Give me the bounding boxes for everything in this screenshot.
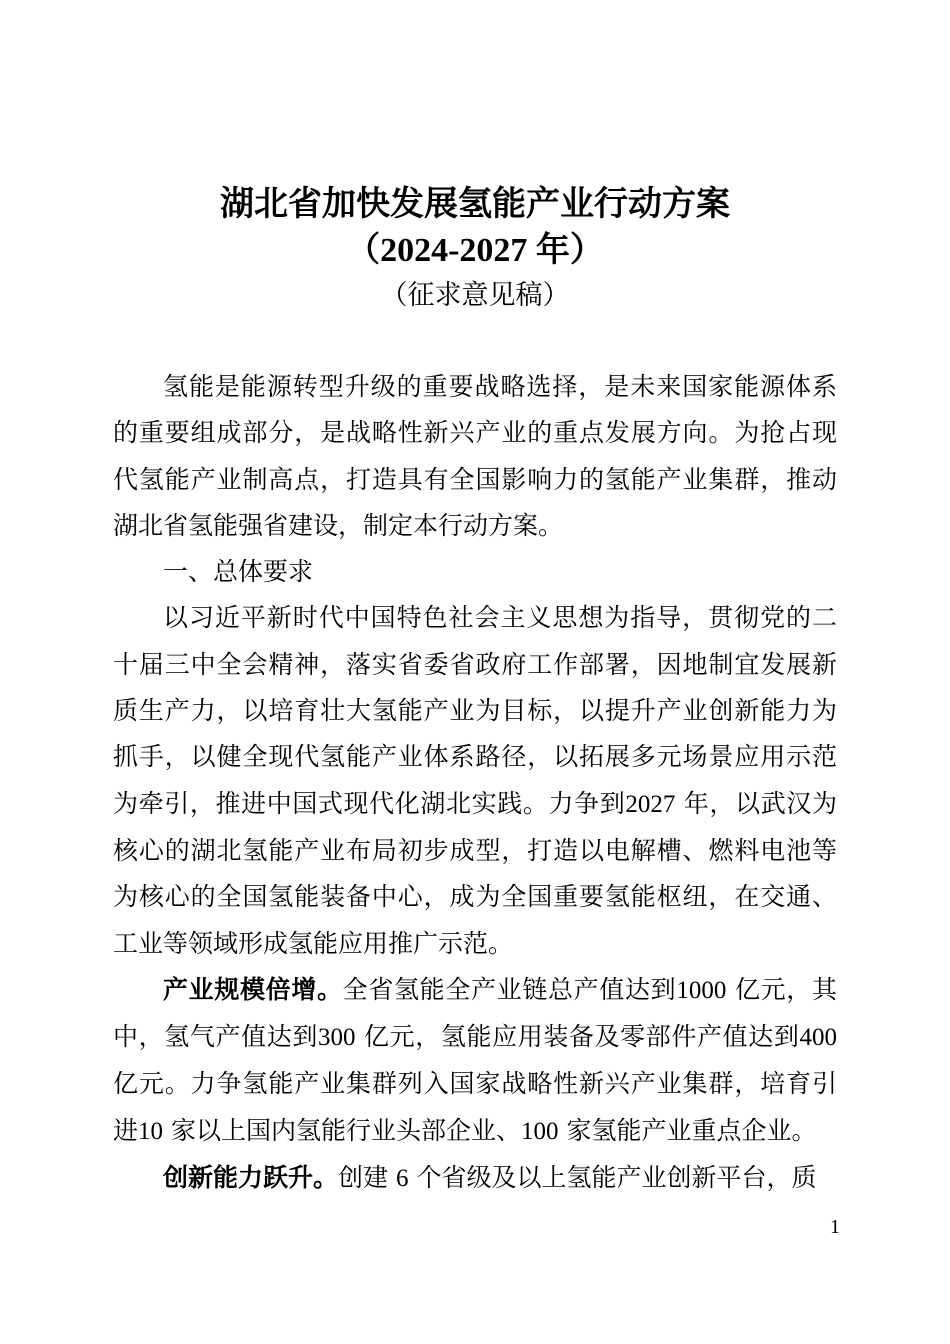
intro-paragraph: 氢能是能源转型升级的重要战略选择，是未来国家能源体系的重要组成部分，是战略性新兴产业的重点发展方向。为抢占现代氢能产业制高点，打造具有全国影响力的氢能产业集群，推动湖北省氢能强省建设，制定本行动方案。 (113, 372, 837, 540)
scale-number-1: 1000 (676, 976, 727, 1004)
scale-number-3: 400 (799, 1024, 837, 1052)
scale-text-5: 家以上国内氢能行业头部企业、 (170, 1115, 521, 1145)
innovation-text-2: 个省级及以上氢能产业创新平台，质 (416, 1163, 817, 1193)
innovation-text-1: 创建 (338, 1163, 389, 1193)
scale-text-2: 亿元，其中，氢气产值达到 (113, 974, 837, 1052)
scale-text-6: 家氢能产业重点企业。 (566, 1115, 817, 1145)
innovation-number-1: 6 (395, 1165, 409, 1193)
scale-lead: 产业规模倍增。 (163, 974, 343, 1004)
scale-text-1: 全省氢能全产业链总产值达到 (342, 974, 677, 1004)
scale-number-4: 10 (138, 1117, 164, 1145)
title-year-range: 2024-2027 (380, 232, 528, 269)
document-title-years (0, 228, 950, 273)
guideline-text-a: 以习近平新时代中国特色社会主义思想为指导，贯彻党的二十届三中全会精神，落实省委省政府工作部署，因地制宜发展新质生产力，以培育壮大氢能产业为目标，以提升产业创新能力为抓手，以健全现代氢能产业体系路径，以拓展多元场景应用示范为牵引，推进中国式现代化湖北实践。力争到 (113, 603, 837, 818)
document-body (113, 364, 837, 1202)
title-year-suffix: 年） (535, 230, 604, 270)
document-title: 湖北省加快发展氢能产业行动方案 (220, 184, 730, 224)
innovation-lead: 创新能力跃升。 (163, 1163, 339, 1193)
scale-paragraph (113, 967, 837, 1155)
page-number: 1 (830, 1216, 840, 1238)
scale-number-2: 300 (317, 1024, 356, 1052)
title-year-open-paren: （ (346, 230, 381, 270)
section-heading: 一、总体要求 (163, 557, 314, 587)
scale-text-3: 亿元，氢能应用装备及零部件产值达到 (364, 1022, 800, 1052)
scale-text-4: 亿元。力争氢能产业集群列入国家战略性新兴产业集群，培育引进 (113, 1069, 837, 1145)
guideline-text-b: 年，以武汉为核心的湖北氢能产业布局初步成型，打造以电解槽、燃料电池等为核心的全国氢能装备中心，成为全国重要氢能枢纽，在交通、工业等领域形成氢能应用推广示范。 (113, 788, 837, 958)
scale-number-5: 100 (520, 1117, 559, 1145)
guideline-year: 2027 (625, 790, 676, 818)
guideline-paragraph (113, 595, 837, 966)
document-subtitle: （征求意见稿） (380, 280, 570, 311)
innovation-paragraph (113, 1155, 837, 1202)
